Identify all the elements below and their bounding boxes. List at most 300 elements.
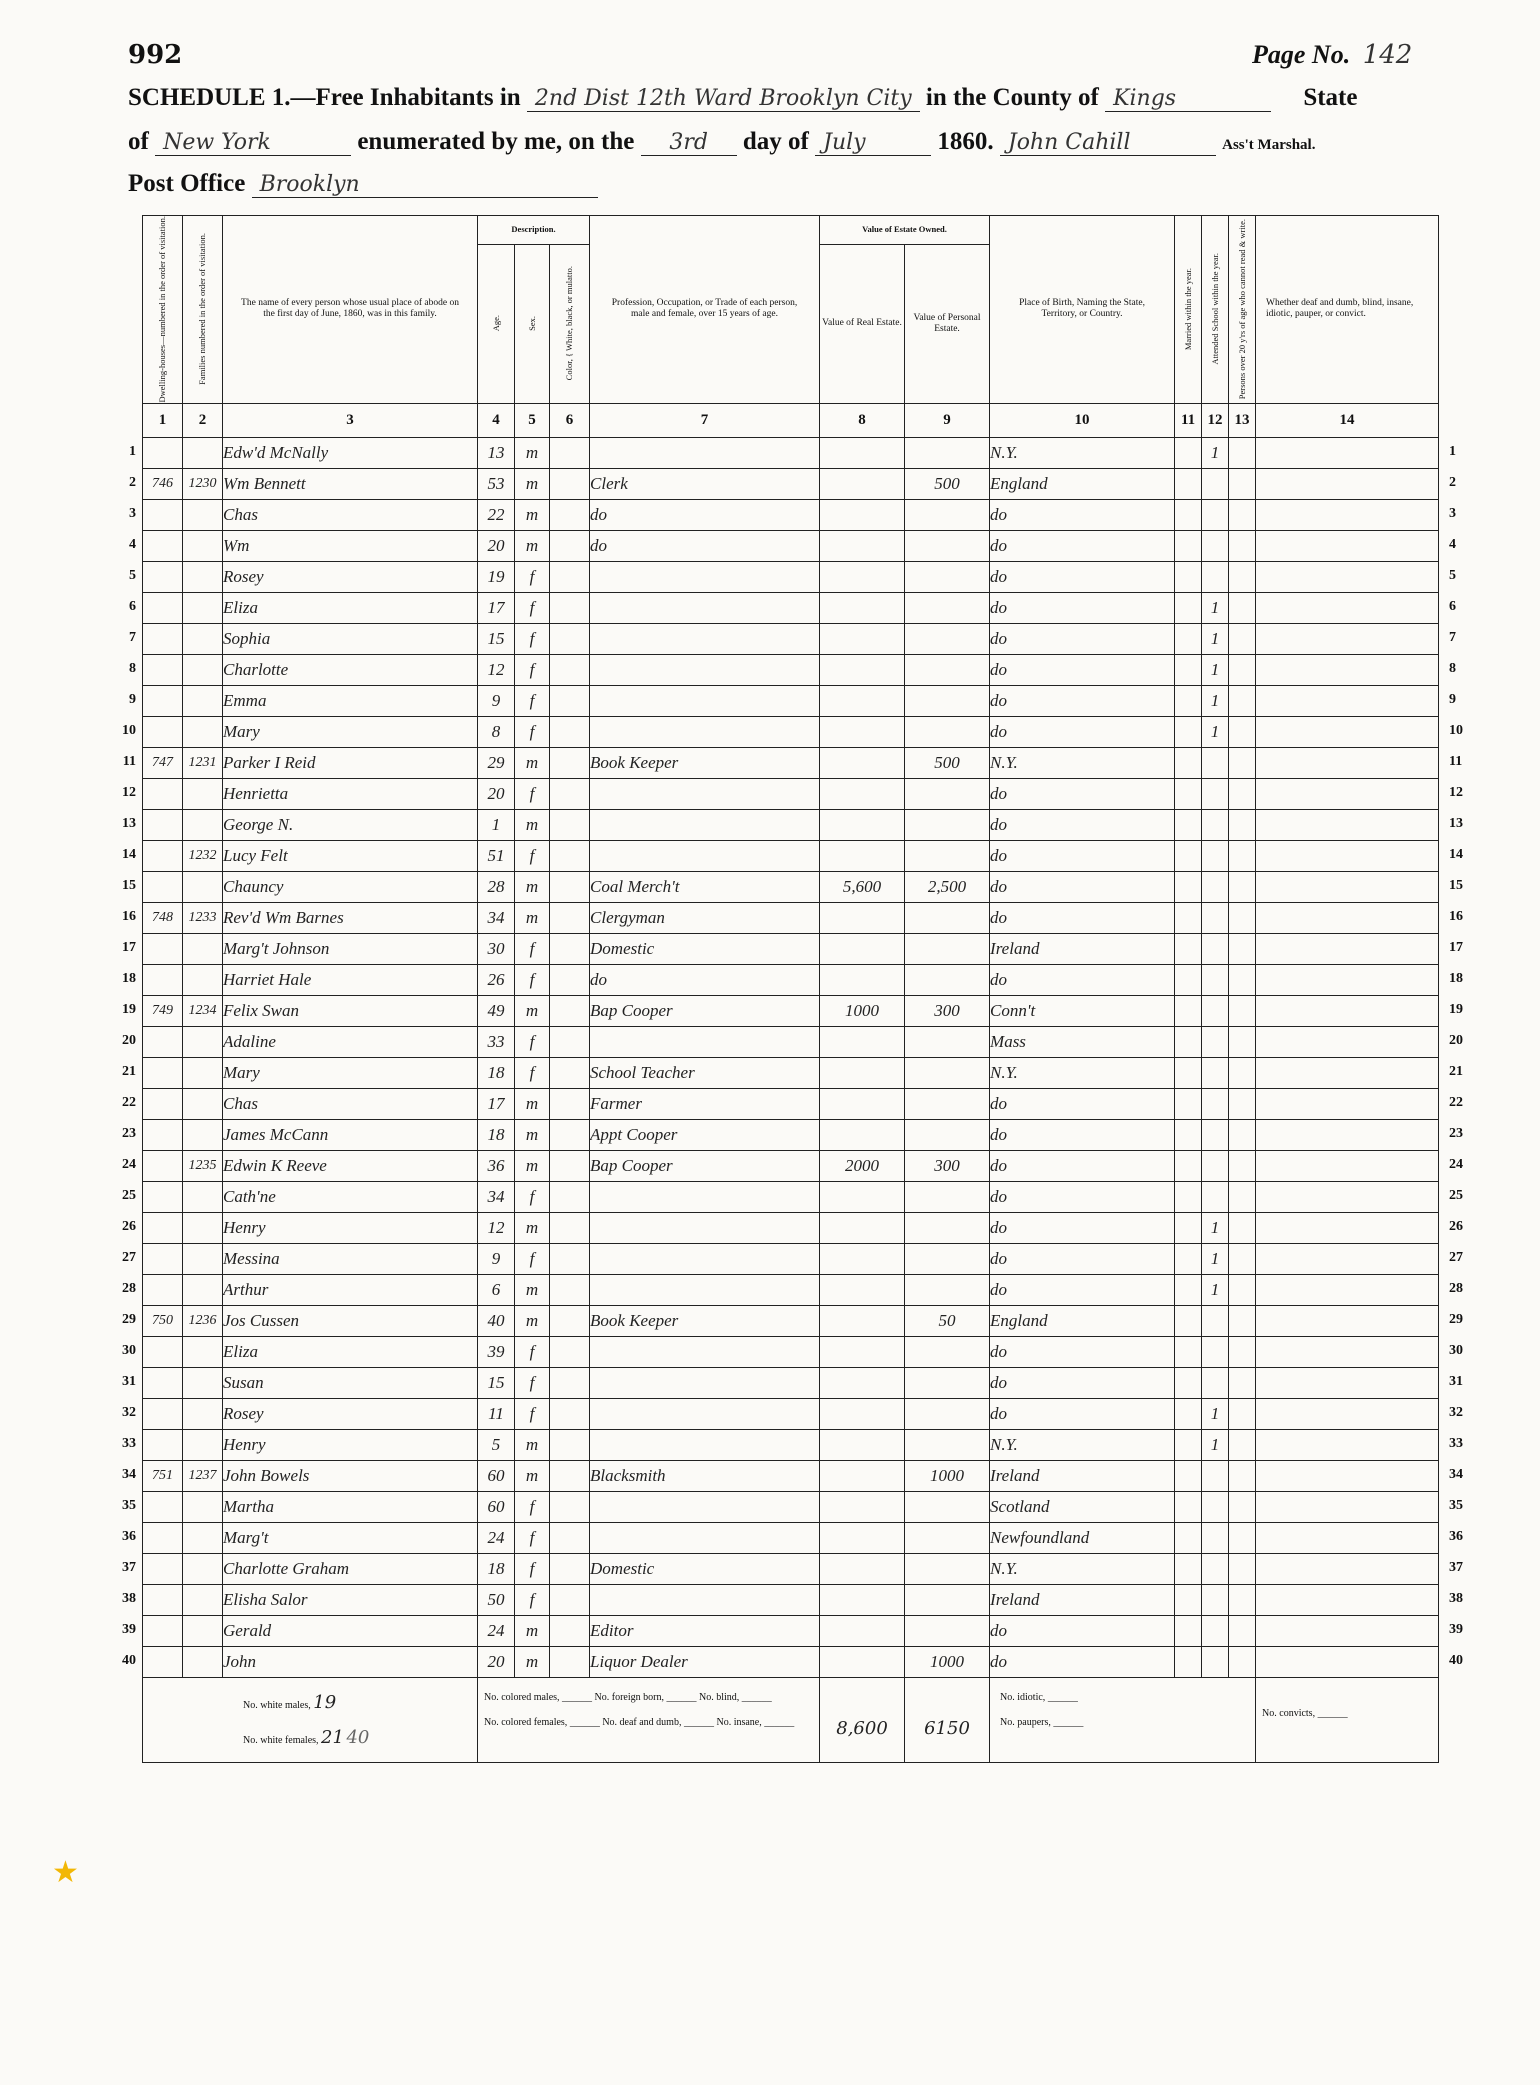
- line-number: 37: [1449, 1559, 1464, 1575]
- cell-birth: do: [990, 561, 1175, 592]
- cell-deaf: [1256, 1274, 1439, 1305]
- cell-read: [1229, 1522, 1256, 1553]
- cell-mar: [1175, 499, 1202, 530]
- table-row: [143, 1088, 1439, 1119]
- cell-dw: 751: [143, 1460, 183, 1491]
- column-number: 9: [905, 403, 990, 437]
- cell-birth: do: [990, 1367, 1175, 1398]
- line-number: 12: [122, 784, 136, 800]
- line-number: 40: [1449, 1652, 1464, 1668]
- cell-color: [550, 1615, 590, 1646]
- cell-birth: do: [990, 778, 1175, 809]
- table-row: [143, 1522, 1439, 1553]
- cell-dw: [143, 1398, 183, 1429]
- line-number: 29: [122, 1311, 136, 1327]
- cell-birth: N.Y.: [990, 1553, 1175, 1584]
- line-number: 40: [122, 1652, 136, 1668]
- cell-pers: [905, 654, 990, 685]
- cell-age: 8: [478, 716, 515, 747]
- cell-deaf: [1256, 654, 1439, 685]
- cell-occ: [590, 1243, 820, 1274]
- cell-real: [820, 1584, 905, 1615]
- cell-dw: [143, 1181, 183, 1212]
- column-number: 4: [478, 403, 515, 437]
- cell-sch: [1202, 964, 1229, 995]
- cell-real: [820, 561, 905, 592]
- cell-fam: [183, 1646, 223, 1677]
- cell-dw: [143, 1026, 183, 1057]
- enumeration-line: [128, 128, 1315, 156]
- cell-dw: 747: [143, 747, 183, 778]
- cell-deaf: [1256, 1212, 1439, 1243]
- cell-dw: [143, 592, 183, 623]
- cell-real: [820, 1398, 905, 1429]
- cell-age: 40: [478, 1305, 515, 1336]
- cell-read: [1229, 1181, 1256, 1212]
- table-row: [143, 1398, 1439, 1429]
- cell-color: [550, 1491, 590, 1522]
- summary-real-estate: 8,600: [820, 1677, 905, 1762]
- cell-real: [820, 840, 905, 871]
- cell-mar: [1175, 654, 1202, 685]
- cell-deaf: [1256, 1026, 1439, 1057]
- cell-name: Edw'd McNally: [223, 437, 478, 468]
- cell-read: [1229, 1584, 1256, 1615]
- cell-name: Parker I Reid: [223, 747, 478, 778]
- cell-read: [1229, 1491, 1256, 1522]
- cell-read: [1229, 1429, 1256, 1460]
- cell-read: [1229, 1553, 1256, 1584]
- col-age-header: Age.: [478, 244, 515, 403]
- cell-dw: [143, 1150, 183, 1181]
- cell-read: [1229, 1367, 1256, 1398]
- cell-birth: do: [990, 871, 1175, 902]
- cell-birth: do: [990, 1646, 1175, 1677]
- cell-birth: do: [990, 530, 1175, 561]
- cell-color: [550, 1026, 590, 1057]
- cell-fam: [183, 561, 223, 592]
- cell-sex: m: [515, 1119, 550, 1150]
- cell-fam: [183, 809, 223, 840]
- cell-deaf: [1256, 1584, 1439, 1615]
- schedule-title: [128, 84, 1357, 112]
- cell-deaf: [1256, 1150, 1439, 1181]
- cell-name: Adaline: [223, 1026, 478, 1057]
- cell-pers: [905, 1336, 990, 1367]
- cell-real: [820, 654, 905, 685]
- cell-occ: do: [590, 499, 820, 530]
- cell-deaf: [1256, 1522, 1439, 1553]
- cell-sex: f: [515, 1398, 550, 1429]
- cell-color: [550, 1398, 590, 1429]
- estate-header: Value of Estate Owned.: [820, 216, 990, 245]
- table-row: [143, 1460, 1439, 1491]
- cell-fam: [183, 1057, 223, 1088]
- cell-sch: [1202, 468, 1229, 499]
- cell-sex: f: [515, 685, 550, 716]
- cell-fam: 1235: [183, 1150, 223, 1181]
- county-label: in the County of: [925, 84, 1099, 111]
- table-row: [143, 1181, 1439, 1212]
- line-number: 8: [1449, 660, 1457, 676]
- cell-age: 1: [478, 809, 515, 840]
- cell-mar: [1175, 623, 1202, 654]
- cell-mar: [1175, 995, 1202, 1026]
- cell-mar: [1175, 902, 1202, 933]
- cell-sex: f: [515, 1584, 550, 1615]
- cell-real: [820, 468, 905, 499]
- cell-mar: [1175, 685, 1202, 716]
- cell-mar: [1175, 1088, 1202, 1119]
- cell-occ: [590, 1274, 820, 1305]
- day-field: 3rd: [641, 130, 737, 156]
- line-number: 5: [1449, 567, 1457, 583]
- cell-age: 9: [478, 685, 515, 716]
- cell-color: [550, 1336, 590, 1367]
- cell-deaf: [1256, 623, 1439, 654]
- cell-color: [550, 1181, 590, 1212]
- table-row: [143, 778, 1439, 809]
- col-family-header: Families numbered in the order of visitation.: [183, 216, 223, 404]
- of-label: of: [128, 128, 149, 155]
- cell-name: Henrietta: [223, 778, 478, 809]
- cell-occ: [590, 1336, 820, 1367]
- cell-sch: 1: [1202, 623, 1229, 654]
- col-name-header: The name of every person whose usual place of abode on the first day of June, 1860, was in this family.: [223, 216, 478, 404]
- cell-age: 53: [478, 468, 515, 499]
- cell-dw: [143, 1429, 183, 1460]
- cell-age: 11: [478, 1398, 515, 1429]
- line-number: 29: [1449, 1311, 1464, 1327]
- cell-dw: [143, 1553, 183, 1584]
- cell-occ: do: [590, 530, 820, 561]
- cell-sch: [1202, 1305, 1229, 1336]
- cell-sex: m: [515, 1460, 550, 1491]
- cell-sch: [1202, 1181, 1229, 1212]
- table-row: [143, 1305, 1439, 1336]
- table-row: [143, 1212, 1439, 1243]
- cell-age: 19: [478, 561, 515, 592]
- cell-age: 50: [478, 1584, 515, 1615]
- cell-deaf: [1256, 468, 1439, 499]
- cell-sch: 1: [1202, 1429, 1229, 1460]
- cell-fam: [183, 933, 223, 964]
- line-number: 28: [1449, 1280, 1464, 1296]
- cell-birth: N.Y.: [990, 1057, 1175, 1088]
- cell-pers: [905, 902, 990, 933]
- cell-sch: 1: [1202, 437, 1229, 468]
- cell-deaf: [1256, 1491, 1439, 1522]
- cell-real: [820, 1491, 905, 1522]
- cell-fam: [183, 685, 223, 716]
- cell-sex: m: [515, 499, 550, 530]
- cell-sex: m: [515, 468, 550, 499]
- line-number: 28: [122, 1280, 136, 1296]
- line-number: 26: [122, 1218, 136, 1234]
- table-row: [143, 840, 1439, 871]
- cell-real: [820, 1026, 905, 1057]
- cell-birth: do: [990, 685, 1175, 716]
- line-number: 15: [1449, 877, 1464, 893]
- cell-birth: Ireland: [990, 933, 1175, 964]
- table-row: [143, 964, 1439, 995]
- cell-occ: [590, 685, 820, 716]
- cell-dw: [143, 1491, 183, 1522]
- cell-sex: m: [515, 1150, 550, 1181]
- cell-mar: [1175, 1181, 1202, 1212]
- cell-read: [1229, 654, 1256, 685]
- cell-pers: 1000: [905, 1460, 990, 1491]
- cell-sex: f: [515, 933, 550, 964]
- cell-mar: [1175, 1367, 1202, 1398]
- line-number: 9: [129, 691, 136, 707]
- cell-dw: [143, 654, 183, 685]
- line-number: 4: [1449, 536, 1457, 552]
- cell-read: [1229, 747, 1256, 778]
- cell-age: 24: [478, 1522, 515, 1553]
- cell-occ: [590, 1181, 820, 1212]
- cell-occ: [590, 840, 820, 871]
- cell-sex: f: [515, 654, 550, 685]
- cell-occ: [590, 1522, 820, 1553]
- cell-pers: [905, 1491, 990, 1522]
- cell-name: George N.: [223, 809, 478, 840]
- schedule-label: SCHEDULE 1.—Free Inhabitants in: [128, 84, 521, 111]
- post-office-label: Post Office: [128, 170, 246, 197]
- cell-dw: [143, 499, 183, 530]
- cell-color: [550, 1088, 590, 1119]
- line-number: 32: [122, 1404, 136, 1420]
- cell-fam: [183, 964, 223, 995]
- column-number: 13: [1229, 403, 1256, 437]
- table-row: [143, 1646, 1439, 1677]
- cell-mar: [1175, 561, 1202, 592]
- cell-name: James McCann: [223, 1119, 478, 1150]
- cell-deaf: [1256, 840, 1439, 871]
- cell-sex: m: [515, 1646, 550, 1677]
- cell-birth: do: [990, 499, 1175, 530]
- cell-pers: [905, 1088, 990, 1119]
- cell-real: [820, 1057, 905, 1088]
- cell-occ: [590, 1367, 820, 1398]
- cell-pers: 500: [905, 468, 990, 499]
- cell-occ: Editor: [590, 1615, 820, 1646]
- cell-sex: m: [515, 871, 550, 902]
- cell-fam: [183, 1429, 223, 1460]
- cell-deaf: [1256, 747, 1439, 778]
- line-number: 11: [122, 753, 136, 769]
- cell-sch: [1202, 1336, 1229, 1367]
- line-number: 30: [1449, 1342, 1464, 1358]
- cell-age: 60: [478, 1491, 515, 1522]
- table-row: [143, 623, 1439, 654]
- cell-pers: [905, 778, 990, 809]
- cell-pers: 2,500: [905, 871, 990, 902]
- cell-deaf: [1256, 1460, 1439, 1491]
- cell-sch: [1202, 778, 1229, 809]
- cell-age: 12: [478, 654, 515, 685]
- cell-sex: f: [515, 1553, 550, 1584]
- line-number: 22: [1449, 1094, 1464, 1110]
- cell-read: [1229, 1057, 1256, 1088]
- cell-real: [820, 592, 905, 623]
- line-number: 33: [122, 1435, 136, 1451]
- cell-sex: f: [515, 716, 550, 747]
- cell-sch: [1202, 840, 1229, 871]
- cell-sex: f: [515, 561, 550, 592]
- line-number: 21: [1449, 1063, 1464, 1079]
- cell-birth: do: [990, 1336, 1175, 1367]
- cell-fam: 1231: [183, 747, 223, 778]
- cell-mar: [1175, 1026, 1202, 1057]
- cell-pers: [905, 1522, 990, 1553]
- col-deaf-header: Whether deaf and dumb, blind, insane, idiotic, pauper, or convict.: [1256, 216, 1439, 404]
- cell-sex: f: [515, 1367, 550, 1398]
- summary-row: [143, 1677, 1439, 1762]
- cell-mar: [1175, 1646, 1202, 1677]
- cell-pers: 1000: [905, 1646, 990, 1677]
- cell-color: [550, 1460, 590, 1491]
- cell-birth: do: [990, 1274, 1175, 1305]
- cell-fam: [183, 530, 223, 561]
- cell-color: [550, 809, 590, 840]
- table-row: [143, 592, 1439, 623]
- line-number: 19: [1449, 1001, 1464, 1017]
- cell-fam: [183, 1181, 223, 1212]
- cell-sch: [1202, 995, 1229, 1026]
- line-number: 3: [1449, 505, 1457, 521]
- cell-occ: [590, 623, 820, 654]
- cell-sch: [1202, 561, 1229, 592]
- col-real-estate-header: Value of Real Estate.: [820, 244, 905, 403]
- cell-sch: [1202, 1119, 1229, 1150]
- cell-color: [550, 437, 590, 468]
- cell-pers: [905, 1367, 990, 1398]
- table-row: [143, 1584, 1439, 1615]
- cell-deaf: [1256, 902, 1439, 933]
- table-row: [143, 654, 1439, 685]
- cell-pers: [905, 1181, 990, 1212]
- cell-name: Rev'd Wm Barnes: [223, 902, 478, 933]
- line-number: 32: [1449, 1404, 1464, 1420]
- cell-occ: [590, 1491, 820, 1522]
- line-number: 11: [1449, 753, 1463, 769]
- cell-read: [1229, 468, 1256, 499]
- cell-fam: 1233: [183, 902, 223, 933]
- year-label: 1860.: [937, 128, 994, 155]
- cell-color: [550, 1274, 590, 1305]
- cell-occ: [590, 1429, 820, 1460]
- cell-dw: [143, 1367, 183, 1398]
- cell-color: [550, 1150, 590, 1181]
- census-table: [142, 215, 1439, 1763]
- line-number: 15: [122, 877, 136, 893]
- cell-sex: f: [515, 623, 550, 654]
- cell-mar: [1175, 964, 1202, 995]
- line-number: 6: [129, 598, 136, 614]
- cell-fam: 1237: [183, 1460, 223, 1491]
- summary-convicts: No. convicts, ______: [1256, 1677, 1439, 1762]
- cell-read: [1229, 716, 1256, 747]
- line-number: 1: [1449, 443, 1457, 459]
- line-number: 10: [1449, 722, 1464, 738]
- cell-read: [1229, 1119, 1256, 1150]
- cell-dw: [143, 1584, 183, 1615]
- cell-dw: [143, 1243, 183, 1274]
- cell-color: [550, 1646, 590, 1677]
- col-sex-header: Sex.: [515, 244, 550, 403]
- cell-occ: do: [590, 964, 820, 995]
- cell-name: John Bowels: [223, 1460, 478, 1491]
- cell-occ: Domestic: [590, 933, 820, 964]
- table-row: [143, 933, 1439, 964]
- cell-mar: [1175, 1460, 1202, 1491]
- cell-read: [1229, 685, 1256, 716]
- cell-occ: [590, 437, 820, 468]
- cell-pers: [905, 1119, 990, 1150]
- cell-pers: [905, 1212, 990, 1243]
- cell-birth: do: [990, 902, 1175, 933]
- cell-real: [820, 716, 905, 747]
- total-count: 40: [346, 1726, 370, 1748]
- cell-birth: Conn't: [990, 995, 1175, 1026]
- cell-fam: [183, 1553, 223, 1584]
- cell-sex: m: [515, 1274, 550, 1305]
- column-number: 11: [1175, 403, 1202, 437]
- table-row: [143, 561, 1439, 592]
- cell-deaf: [1256, 716, 1439, 747]
- line-number: 35: [1449, 1497, 1464, 1513]
- cell-sex: f: [515, 1522, 550, 1553]
- day-of-label: day of: [742, 128, 809, 155]
- cell-color: [550, 1584, 590, 1615]
- cell-pers: 50: [905, 1305, 990, 1336]
- cell-mar: [1175, 747, 1202, 778]
- cell-dw: [143, 1212, 183, 1243]
- cell-read: [1229, 1274, 1256, 1305]
- line-number: 7: [129, 629, 136, 645]
- cell-mar: [1175, 530, 1202, 561]
- cell-occ: Appt Cooper: [590, 1119, 820, 1150]
- cell-age: 51: [478, 840, 515, 871]
- cell-fam: [183, 1026, 223, 1057]
- cell-real: [820, 1088, 905, 1119]
- cell-mar: [1175, 1491, 1202, 1522]
- cell-birth: do: [990, 592, 1175, 623]
- cell-name: Edwin K Reeve: [223, 1150, 478, 1181]
- cell-age: 49: [478, 995, 515, 1026]
- cell-deaf: [1256, 561, 1439, 592]
- cell-color: [550, 1553, 590, 1584]
- col-read-header: Persons over 20 y'rs of age who cannot read & write.: [1229, 216, 1256, 404]
- line-number: 8: [129, 660, 136, 676]
- line-number: 7: [1449, 629, 1457, 645]
- cell-fam: [183, 1336, 223, 1367]
- cell-pers: [905, 1553, 990, 1584]
- table-row: [143, 716, 1439, 747]
- cell-dw: 746: [143, 468, 183, 499]
- cell-name: Messina: [223, 1243, 478, 1274]
- line-number: 26: [1449, 1218, 1464, 1234]
- cell-dw: [143, 1274, 183, 1305]
- cell-name: Emma: [223, 685, 478, 716]
- cell-sex: f: [515, 592, 550, 623]
- cell-dw: [143, 1646, 183, 1677]
- cell-color: [550, 1243, 590, 1274]
- col-color-header: Color, { White, black, or mulatto.: [550, 244, 590, 403]
- line-number: 9: [1449, 691, 1457, 707]
- line-number: 27: [1449, 1249, 1464, 1265]
